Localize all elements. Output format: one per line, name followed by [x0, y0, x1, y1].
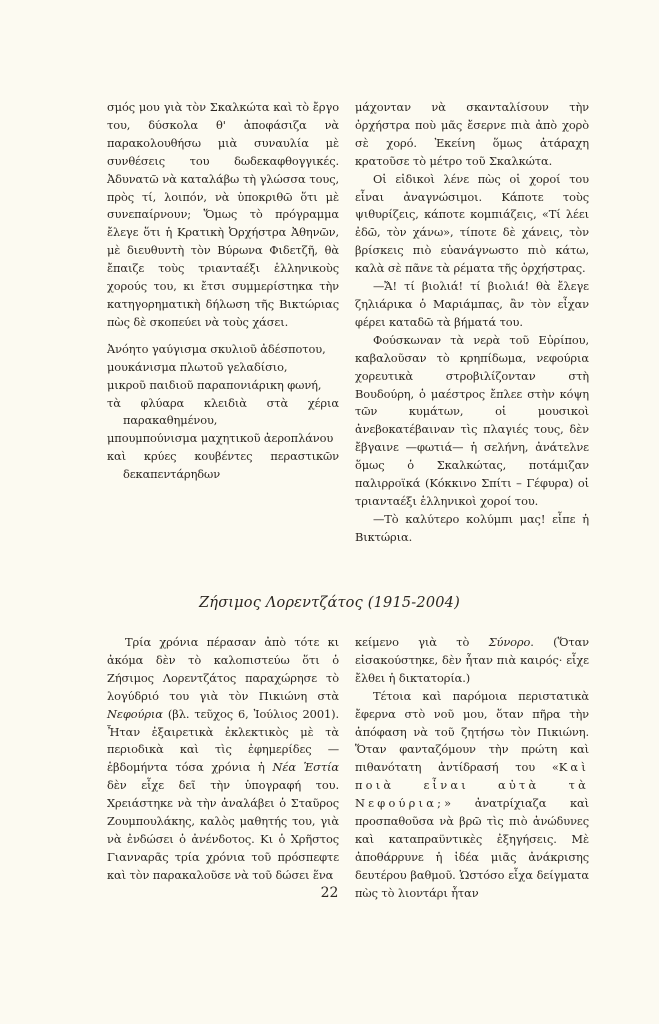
paragraph: [355, 634, 589, 688]
spaced-quote: Καὶ ποιὰ εἶναι αὐτὰ τὰ Νεφούρια;: [355, 760, 589, 811]
italic-title: Νεφούρια: [107, 706, 163, 721]
column-bottom-right: [355, 634, 589, 903]
column-top-right: [355, 99, 589, 547]
page-number: 22: [320, 885, 339, 901]
poem-line: μουκάνισμα πλωτοῦ γελαδίσιο,: [107, 359, 288, 374]
poem-line: καὶ κρύες κουβέντες περαστικῶν δεκαπεντάρηδων: [107, 449, 339, 482]
paragraph: Οἱ εἰδικοὶ λένε πὼς οἱ χοροί του εἶναι ἀναγνώσιμοι. Κάποτε τοὺς ψιθυρίζεις, κάποτε κομπιάζεις, «Τί λέει ἐδῶ, τὸν χάνω», τίποτε δὲ χάνεις, τὸν βρίσκεις πιὸ εὐανάγνωστο πιὸ κάτω, καλὰ σὲ πᾶνε τὰ ρέματα τῆς ὀρχήστρας.: [355, 171, 589, 276]
paragraph: [107, 634, 339, 885]
text-run: δὲν εἶχε δεῖ τὴν ὑπογραφή του. Χρειάστηκε νὰ τὴν ἀναλάβει ὁ Σταῦρος Ζουμπουλάκης, καλὸς μαθητής του, γιὰ νὰ ἐνδώσει ὁ ἀνένδοτος. Κι ὁ Χρῆστος Γιανναρᾶς τρία χρόνια τοῦ πρόσπεφτε καὶ τὸν παρακαλοῦσε νὰ τοῦ δώσει ἕνα: [107, 778, 339, 882]
text-run: Τέτοια καὶ παρόμοια περιστατικὰ ἔφερνα στὸ νοῦ μου, ὅταν πῆρα τὴν ἀπόφαση νὰ τοῦ ζητήσω τὸν Πικιώνη. Ὅταν φανταζόμουν τὴν πρώτη καὶ πιθανότατη ἀντίδρασή του «: [355, 688, 589, 775]
text-run: » ἀνατρίχιαζα καὶ προσπαθοῦσα νὰ βρῶ τὶς πιὸ ἀνώδυνες καὶ καταπραϋντικὲς ἐξηγήσεις. Μὲ ἀποθάρρυνε ἡ ἰδέα μιᾶς ἀνάκρισης δευτέρου βαθμοῦ. Ὡστόσο εἶχα δείγματα πὼς τὸ λιοντάρι ἦταν: [355, 796, 589, 900]
poem-block: [107, 341, 339, 484]
italic-title: Νέα Ἑστία: [272, 760, 340, 775]
column-bottom-left: [107, 634, 339, 885]
text-run: κείμενο γιὰ τὸ: [355, 635, 489, 649]
paragraph: μάχονταν νὰ σκανταλίσουν τὴν ὀρχήστρα ποὺ μᾶς ἔσερνε πιὰ ἀπὸ χορὸ σὲ χορό. Ἐκείνη ὅμως ἀτάραχη κρατοῦσε τὸ μέτρο τοῦ Σκαλκώτα.: [355, 100, 589, 168]
paragraph: Φούσκωναν τὰ νερὰ τοῦ Εὐρίπου, καβαλοῦσαν τὸ κρηπίδωμα, νεφούρια χορευτικὰ στροβιλίζονταν στὴ Βουδούρη, ὁ μαέστρος ἔπλεε στὴν κόψη τῶν κυμάτων, οἱ μουσικοὶ ἀνεβοκατέβαιναν τὶς πλαγιές τους, δὲν ἔβγαινε —φωτιά— ἡ σελήνη, ἀνάτελνε ὅμως ὁ Σκαλκώτας, ποτάμιζαν παλιρροϊκά (Κόκκινο Σπίτι – Γέφυρα) οἱ τριανταέξι ἑλληνικοὶ χοροί του.: [355, 332, 589, 508]
poem-line: μικροῦ παιδιοῦ παραπονιάρικη φωνή,: [107, 377, 322, 392]
column-top-left: [107, 99, 339, 484]
paragraph: —Ἄ! τί βιολιά! τί βιολιά! θὰ ἔλεγε ζηλιάρικα ὁ Μαριάμπας, ἂν τὸν εἶχαν φέρει καταδῶ τὰ βήματά του.: [355, 279, 589, 329]
paragraph: [355, 688, 589, 903]
text-run: (βλ. τεῦχος 6, Ἰούλιος 2001). Ἦταν ἐξαιρετικὰ ἐκλεκτικὸς μὲ τὰ περιοδικὰ καὶ τὶς ἐφημερίδες — ἑβδομήντα τόσα χρόνια ἡ: [107, 706, 339, 775]
poem-line: Ἀνόητο γαύγισμα σκυλιοῦ ἀδέσποτου,: [107, 341, 326, 356]
section-title: Ζήσιμος Λορεντζάτος (1915-2004): [199, 595, 460, 611]
text-run: Τρία χρόνια πέρασαν ἀπὸ τότε κι ἀκόμα δὲν τὸ καλοπιστεύω ὅτι ὁ Ζήσιμος Λορεντζάτος παραχώρησε τὸ λογύδριό του γιὰ τὸν Πικιώνη στὰ: [107, 635, 339, 703]
poem-line: τὰ φλύαρα κλειδιὰ στὰ χέρια παρακαθημένου,: [107, 395, 339, 428]
paragraph: —Τὸ καλύτερο κολύμπι μας! εἶπε ἡ Βικτώρια.: [355, 511, 589, 544]
paragraph: σμός μου γιὰ τὸν Σκαλκώτα καὶ τὸ ἔργο του, δύσκολα θ' ἀποφάσιζα νὰ παρακολουθήσω μιὰ συναυλία μὲ συνθέσεις του δωδεκαφθογγικές. Ἀδυνατῶ νὰ καταλάβω τὴ γλώσσα τους, πρὸς τί, λοιπόν, νὰ ὑποκριθῶ ὅτι μὲ συνεπαίρνουν; Ὅμως τὸ πρόγραμμα ἔλεγε ὅτι ἡ Κρατικὴ Ὀρχήστρα Ἀθηνῶν, μὲ διευθυντὴ τὸν Βύρωνα Φιδετζῆ, θὰ ἔπαιζε τοὺς τριανταέξι ἑλληνικοὺς χορούς του, κι ἔτσι συμμερίστηκα τὴν κατηγορηματικὴ δήλωση τῆς Βικτώριας πὼς δὲ σκοπεύει νὰ τοὺς χάσει.: [107, 100, 339, 329]
poem-line: μπουμπούνισμα μαχητικοῦ ἀεροπλάνου: [107, 431, 334, 446]
text-run: . (Ὅταν εἰσακούστηκε, δὲν ἦταν πιὰ καιρός· εἶχε ἔλθει ἡ δικτατορία.): [355, 635, 589, 685]
italic-title: Σύνορο: [488, 635, 531, 649]
